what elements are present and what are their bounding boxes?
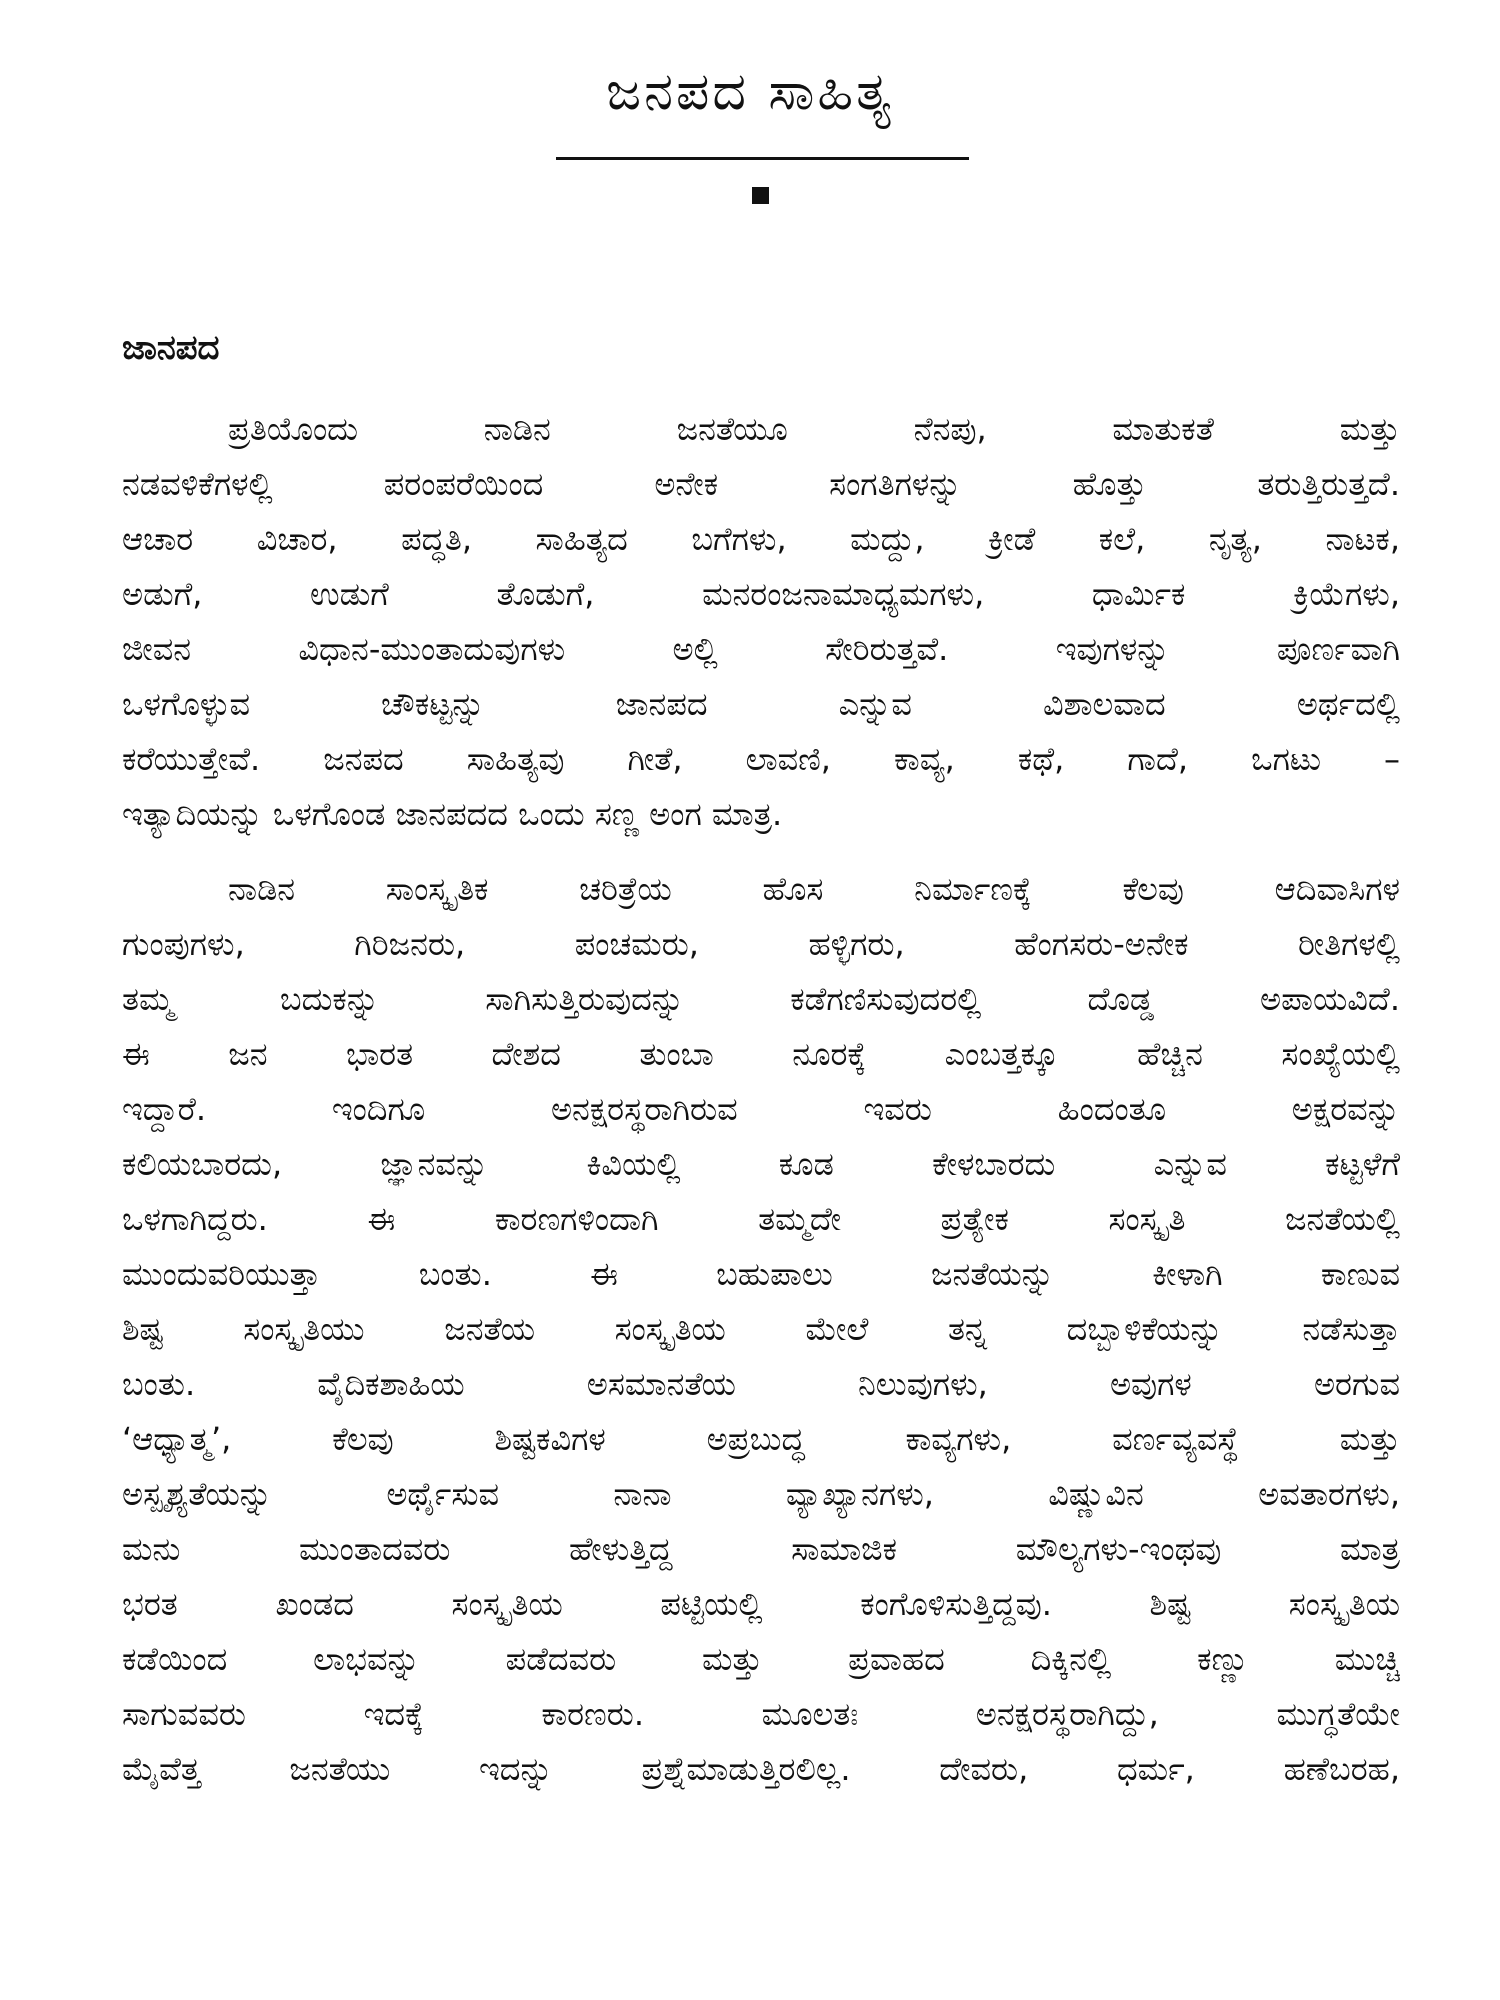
paragraph-2-line: ಗುಂಪುಗಳು, ಗಿರಿಜನರು, ಪಂಚಮರು, ಹಳ್ಳಿಗರು, ಹೆಂಗಸರು-ಅನೇಕ ರೀತಿಗಳಲ್ಲಿ bbox=[122, 925, 1400, 963]
paragraph-2-line: ಬಂತು. ವೈದಿಕಶಾಹಿಯ ಅಸಮಾನತೆಯ ನಿಲುವುಗಳು, ಅವುಗಳ ಅರಗುವ bbox=[122, 1365, 1400, 1403]
paragraph-1-line: ಇತ್ಯಾದಿಯನ್ನು ಒಳಗೊಂಡ ಜಾನಪದದ ಒಂದು ಸಣ್ಣ ಅಂಗ ಮಾತ್ರ. bbox=[122, 795, 783, 833]
page-title: ಜನಪದ ಸಾಹಿತ್ಯ bbox=[606, 62, 894, 122]
paragraph-1-line: ಒಳಗೊಳ್ಳುವ ಚೌಕಟ್ಟನ್ನು ಜಾನಪದ ಎನ್ನುವ ವಿಶಾಲವಾದ ಅರ್ಥದಲ್ಲಿ bbox=[122, 685, 1400, 723]
paragraph-2-line: ಈ ಜನ ಭಾರತ ದೇಶದ ತುಂಬಾ ನೂರಕ್ಕೆ ಎಂಬತ್ತಕ್ಕೂ ಹೆಚ್ಚಿನ ಸಂಖ್ಯೆಯಲ್ಲಿ bbox=[122, 1035, 1400, 1073]
paragraph-2-line: ‘ಆಧ್ಯಾತ್ಮ’, ಕೆಲವು ಶಿಷ್ಟಕವಿಗಳ ಅಪ್ರಬುದ್ಧ ಕಾವ್ಯಗಳು, ವರ್ಣವ್ಯವಸ್ಥೆ ಮತ್ತು bbox=[122, 1420, 1400, 1458]
paragraph-1-line: ಪ್ರತಿಯೊಂದು ನಾಡಿನ ಜನತೆಯೂ ನೆನಪು, ಮಾತುಕತೆ ಮತ್ತು bbox=[228, 410, 1400, 448]
paragraph-1-line: ಅಡುಗೆ, ಉಡುಗೆ ತೊಡುಗೆ, ಮನರಂಜನಾಮಾಧ್ಯಮಗಳು, ಧಾರ್ಮಿಕ ಕ್ರಿಯೆಗಳು, bbox=[122, 575, 1400, 613]
title-ornament-square bbox=[752, 187, 769, 204]
paragraph-2-line: ಇದ್ದಾರೆ. ಇಂದಿಗೂ ಅನಕ್ಷರಸ್ಥರಾಗಿರುವ ಇವರು ಹಿಂದಂತೂ ಅಕ್ಷರವನ್ನು bbox=[122, 1090, 1400, 1128]
paragraph-1-line: ನಡವಳಿಕೆಗಳಲ್ಲಿ ಪರಂಪರೆಯಿಂದ ಅನೇಕ ಸಂಗತಿಗಳನ್ನು ಹೊತ್ತು ತರುತ್ತಿರುತ್ತದೆ. bbox=[122, 465, 1400, 503]
paragraph-2-line: ನಾಡಿನ ಸಾಂಸ್ಕೃತಿಕ ಚರಿತ್ರೆಯ ಹೊಸ ನಿರ್ಮಾಣಕ್ಕೆ ಕೆಲವು ಆದಿವಾಸಿಗಳ bbox=[228, 870, 1400, 908]
paragraph-1-line: ಆಚಾರ ವಿಚಾರ, ಪದ್ಧತಿ, ಸಾಹಿತ್ಯದ ಬಗೆಗಳು, ಮದ್ದು, ಕ್ರೀಡೆ ಕಲೆ, ನೃತ್ಯ, ನಾಟಕ, bbox=[122, 520, 1400, 558]
paragraph-2-line: ಮನು ಮುಂತಾದವರು ಹೇಳುತ್ತಿದ್ದ ಸಾಮಾಜಿಕ ಮೌಲ್ಯಗಳು-ಇಂಥವು ಮಾತ್ರ bbox=[122, 1530, 1400, 1568]
paragraph-2-line: ಮುಂದುವರಿಯುತ್ತಾ ಬಂತು. ಈ ಬಹುಪಾಲು ಜನತೆಯನ್ನು ಕೀಳಾಗಿ ಕಾಣುವ bbox=[122, 1255, 1400, 1293]
paragraph-2-line: ತಮ್ಮ ಬದುಕನ್ನು ಸಾಗಿಸುತ್ತಿರುವುದನ್ನು ಕಡೆಗಣಿಸುವುದರಲ್ಲಿ ದೊಡ್ಡ ಅಪಾಯವಿದೆ. bbox=[122, 980, 1400, 1018]
paragraph-2-line: ಅಸ್ಪೃಶ್ಯತೆಯನ್ನು ಅರ್ಥೈಸುವ ನಾನಾ ವ್ಯಾಖ್ಯಾನಗಳು, ವಿಷ್ಣುವಿನ ಅವತಾರಗಳು, bbox=[122, 1475, 1400, 1513]
paragraph-1-line: ಕರೆಯುತ್ತೇವೆ. ಜನಪದ ಸಾಹಿತ್ಯವು ಗೀತೆ, ಲಾವಣಿ, ಕಾವ್ಯ, ಕಥೆ, ಗಾದೆ, ಒಗಟು – bbox=[122, 740, 1400, 778]
section-heading: ಜಾನಪದ bbox=[122, 328, 220, 368]
paragraph-2-line: ಕಡೆಯಿಂದ ಲಾಭವನ್ನು ಪಡೆದವರು ಮತ್ತು ಪ್ರವಾಹದ ದಿಕ್ಕಿನಲ್ಲಿ ಕಣ್ಣು ಮುಚ್ಚಿ bbox=[122, 1640, 1400, 1678]
paragraph-2-line: ಮೈವೆತ್ತ ಜನತೆಯು ಇದನ್ನು ಪ್ರಶ್ನೆಮಾಡುತ್ತಿರಲಿಲ್ಲ. ದೇವರು, ಧರ್ಮ, ಹಣೆಬರಹ, bbox=[122, 1750, 1400, 1788]
paragraph-2-line: ಶಿಷ್ಟ ಸಂಸ್ಕೃತಿಯು ಜನತೆಯ ಸಂಸ್ಕೃತಿಯ ಮೇಲೆ ತನ್ನ ದಬ್ಬಾಳಿಕೆಯನ್ನು ನಡೆಸುತ್ತಾ bbox=[122, 1310, 1400, 1348]
title-underline bbox=[556, 157, 969, 160]
paragraph-1-line: ಜೀವನ ವಿಧಾನ-ಮುಂತಾದುವುಗಳು ಅಲ್ಲಿ ಸೇರಿರುತ್ತವೆ. ಇವುಗಳನ್ನು ಪೂರ್ಣವಾಗಿ bbox=[122, 630, 1400, 668]
paragraph-2-line: ಕಲಿಯಬಾರದು, ಜ್ಞಾನವನ್ನು ಕಿವಿಯಲ್ಲಿ ಕೂಡ ಕೇಳಬಾರದು ಎನ್ನುವ ಕಟ್ಟಳೆಗೆ bbox=[122, 1145, 1400, 1183]
paragraph-2-line: ಸಾಗುವವರು ಇದಕ್ಕೆ ಕಾರಣರು. ಮೂಲತಃ ಅನಕ್ಷರಸ್ಥರಾಗಿದ್ದು, ಮುಗ್ಧತೆಯೇ bbox=[122, 1695, 1400, 1733]
paragraph-2-line: ಒಳಗಾಗಿದ್ದರು. ಈ ಕಾರಣಗಳಿಂದಾಗಿ ತಮ್ಮದೇ ಪ್ರತ್ಯೇಕ ಸಂಸ್ಕೃತಿ ಜನತೆಯಲ್ಲಿ bbox=[122, 1200, 1400, 1238]
paragraph-2-line: ಭರತ ಖಂಡದ ಸಂಸ್ಕೃತಿಯ ಪಟ್ಟಿಯಲ್ಲಿ ಕಂಗೊಳಿಸುತ್ತಿದ್ದವು. ಶಿಷ್ಟ ಸಂಸ್ಕೃತಿಯ bbox=[122, 1585, 1400, 1623]
